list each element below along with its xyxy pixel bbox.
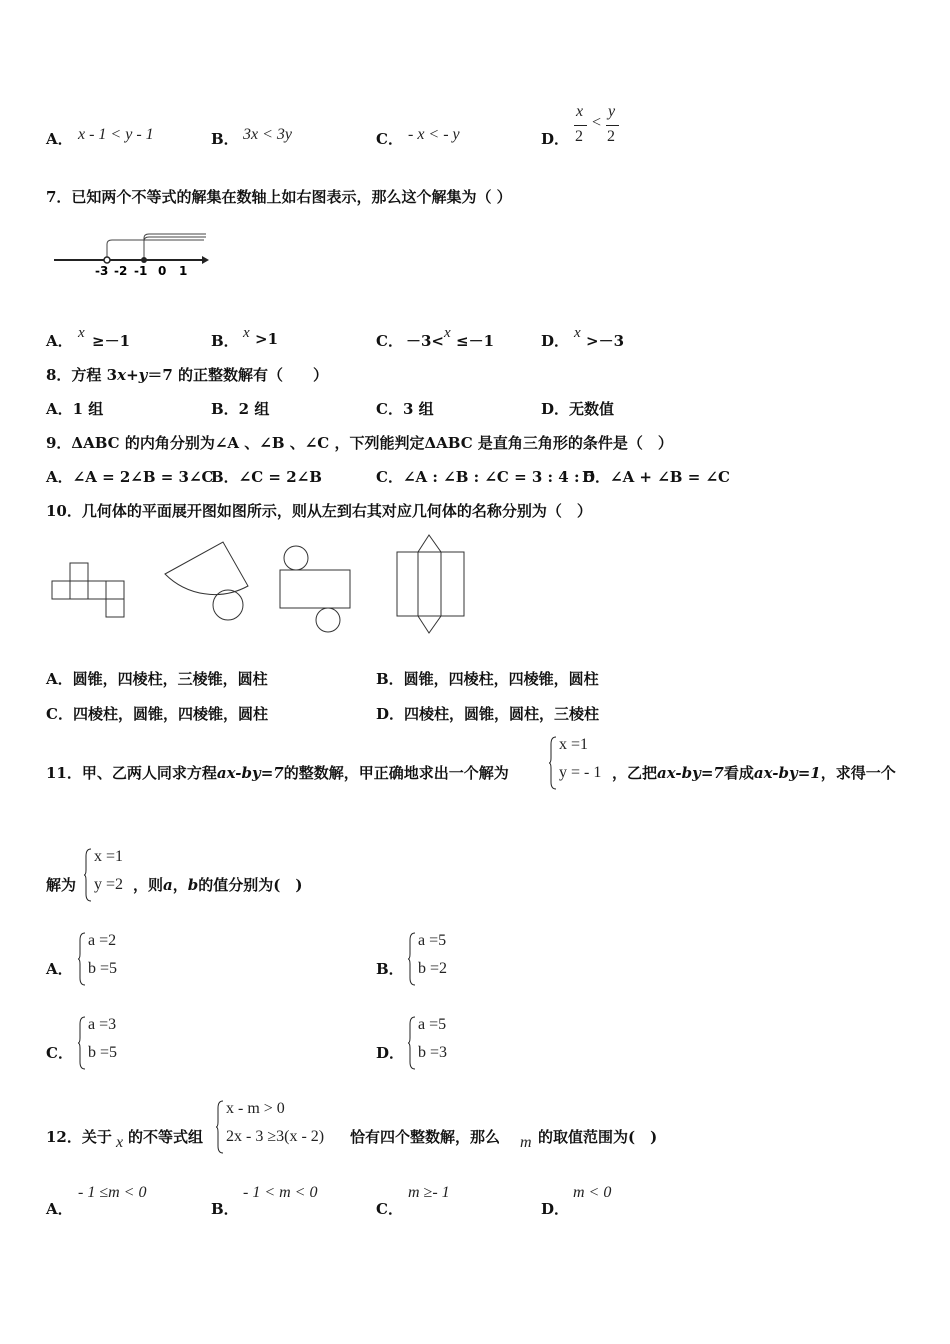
q12-option-d-label: D． xyxy=(541,1200,570,1218)
q12-stem-end: 的取值范围为( ) xyxy=(538,1128,658,1146)
left-brace-icon xyxy=(549,736,557,790)
q7-option-c-label: C． xyxy=(376,332,403,350)
tick-label: -2 xyxy=(114,264,128,278)
q12-stem-mid2: 恰有四个整数解，那么 xyxy=(350,1128,501,1146)
q12-option-c-expr: m ≥- 1 xyxy=(408,1184,450,1201)
q6-option-d-label: D． xyxy=(541,130,570,148)
q8-stem-mid: + xyxy=(126,366,139,384)
q11-stem-line1 xyxy=(46,762,509,783)
q11-option-c-label: C． xyxy=(46,1044,73,1062)
q11-eq2: ax-by=7 xyxy=(657,764,724,782)
left-brace-icon xyxy=(78,1016,86,1070)
q10-option-a: A．圆锥，四棱柱，三棱锥，圆柱 xyxy=(46,670,268,688)
left-brace-icon xyxy=(78,932,86,986)
solution-line-y: y = - 1 xyxy=(559,764,602,781)
q11-option-b-label: B． xyxy=(376,960,404,978)
q12-option-b-expr: - 1 < m < 0 xyxy=(243,1184,318,1201)
set-hook-right xyxy=(144,234,206,260)
q6-option-a-label: A． xyxy=(46,130,73,148)
q11-eq1: ax-by=7 xyxy=(216,764,284,782)
system-line: b =5 xyxy=(88,960,118,977)
q9-stem: 9．ΔABC 的内角分别为∠A 、∠B 、∠C ，下列能判定ΔABC 是直角三角形的条件是（ ） xyxy=(46,434,673,452)
q7-number-line xyxy=(52,230,212,280)
closed-point xyxy=(141,257,147,263)
q8-stem xyxy=(46,364,328,385)
cylinder-net xyxy=(280,546,350,632)
q8-option-c: C．3 组 xyxy=(376,400,434,418)
fraction-denominator: 2 xyxy=(607,128,615,145)
q12-stem-mid: 的不等式组 xyxy=(128,1128,204,1146)
system-line: a =3 xyxy=(88,1016,117,1033)
tick-label: 0 xyxy=(158,264,167,278)
q11-stem-mid2: ，乙把 xyxy=(612,764,658,782)
left-brace-icon xyxy=(408,1016,416,1070)
q7-option-b-label: B． xyxy=(211,332,239,350)
q11-option-c-system xyxy=(78,1016,138,1070)
q10-option-b: B．圆锥，四棱柱，四棱锥，圆柱 xyxy=(376,670,599,688)
left-brace-icon xyxy=(84,848,92,902)
q11-var-b: b xyxy=(187,876,199,894)
q11-option-d-label: D． xyxy=(376,1044,405,1062)
q11-stem-end: ，求得一个 xyxy=(820,764,896,782)
q11-stem-line1-end xyxy=(612,762,896,783)
q12-option-b-label: B． xyxy=(211,1200,239,1218)
q7-option-c-var: x xyxy=(444,325,451,341)
q6-option-d-fraction xyxy=(572,103,622,149)
q7-option-a-rest: ≥－1 xyxy=(92,332,131,350)
system-line: a =2 xyxy=(88,932,117,949)
q8-stem-post: ＝7 的正整数解有（ ） xyxy=(147,366,329,384)
q11-option-a-system xyxy=(78,932,138,986)
q6-option-b-label: B． xyxy=(211,130,239,148)
q11-line2-end xyxy=(133,874,302,895)
q7-option-d-rest: >－3 xyxy=(586,332,625,350)
q7-option-d-var: x xyxy=(574,325,581,341)
q12-option-d-expr: m < 0 xyxy=(573,1184,612,1201)
q8-option-b: B．2 组 xyxy=(211,400,270,418)
prism-net xyxy=(397,535,464,633)
tick-label: -3 xyxy=(95,264,109,278)
cone-net xyxy=(165,542,248,620)
fraction-bar xyxy=(574,125,587,126)
fraction-operator: < xyxy=(592,114,602,131)
q6-option-b-expr: 3x < 3y xyxy=(243,126,292,143)
q7-option-c-pre: －3< xyxy=(406,332,445,350)
q7-option-a-label: A． xyxy=(46,332,73,350)
q8-stem-pre: 8．方程 3 xyxy=(46,366,118,384)
q10-stem: 10．几何体的平面展开图如图所示，则从左到右其对应几何体的名称分别为（ ） xyxy=(46,502,592,520)
system-line: 2x - 3 ≥3(x - 2) xyxy=(226,1128,325,1145)
open-point xyxy=(104,257,110,263)
q11-stem-mid: 的整数解，甲正确地求出一个解为 xyxy=(283,764,509,782)
q11-option-b-system xyxy=(408,932,468,986)
fraction-bar xyxy=(606,125,619,126)
q11-line2-pre: 解为 xyxy=(46,876,77,894)
q12-option-a-label: A． xyxy=(46,1200,73,1218)
system-line: x - m > 0 xyxy=(226,1100,285,1117)
solution-line-y: y =2 xyxy=(94,876,124,893)
q11-eq3: ax-by=1 xyxy=(753,764,821,782)
q7-option-b-rest: >1 xyxy=(255,330,279,348)
system-line: a =5 xyxy=(418,1016,447,1033)
q8-option-d: D．无数值 xyxy=(541,400,615,418)
q7-stem: 7．已知两个不等式的解集在数轴上如右图表示，那么这个解集为（ ） xyxy=(46,188,512,206)
q12-var-x: x xyxy=(116,1134,124,1151)
q7-option-d-label: D． xyxy=(541,332,570,350)
q11-comma: ， xyxy=(172,876,188,894)
q7-option-a-var: x xyxy=(78,325,85,341)
q8-option-a: A．1 组 xyxy=(46,400,104,418)
tick-label: -1 xyxy=(134,264,148,278)
q6-option-a-expr: x - 1 < y - 1 xyxy=(78,126,154,143)
q10-option-c: C．四棱柱，圆锥，四棱锥，圆柱 xyxy=(46,705,268,723)
q8-stem-y: y xyxy=(138,366,148,384)
system-line: b =3 xyxy=(418,1044,448,1061)
cube-net xyxy=(52,563,124,617)
q9-option-b: B．∠C = 2∠B xyxy=(211,468,322,486)
fraction-numerator: y xyxy=(608,103,616,120)
q7-option-c-rest: ≤－1 xyxy=(456,332,495,350)
q11-line2-end-text: 的值分别为( ) xyxy=(198,876,303,894)
q11-stem-pre: 11．甲、乙两人同求方程 xyxy=(46,764,217,782)
q7-option-b-var: x xyxy=(243,325,250,341)
left-brace-icon xyxy=(216,1100,224,1154)
q12-option-c-label: C． xyxy=(376,1200,403,1218)
set-hook-left xyxy=(107,240,204,260)
fraction-denominator: 2 xyxy=(575,128,583,145)
q9-option-d: D．∠A + ∠B = ∠C xyxy=(582,468,730,486)
q11-option-a-label: A． xyxy=(46,960,73,978)
q9-option-c: C．∠A : ∠B : ∠C = 3 : 4 : 5 xyxy=(376,468,596,486)
q11-var-a: a xyxy=(163,876,173,894)
q10-net-figures xyxy=(48,530,478,640)
q8-stem-x: x xyxy=(117,366,127,384)
q12-inequality-system xyxy=(216,1100,352,1154)
fraction-numerator: x xyxy=(576,103,584,120)
q10-option-d: D．四棱柱，圆锥，圆柱，三棱柱 xyxy=(376,705,600,723)
q11-stem-mid3: 看成 xyxy=(723,764,754,782)
q12-stem-pre: 12．关于 xyxy=(46,1128,112,1146)
axis-arrow-icon xyxy=(202,256,209,264)
left-brace-icon xyxy=(408,932,416,986)
q11-line2-mid: ，则 xyxy=(133,876,164,894)
q9-option-a: A．∠A = 2∠B = 3∠C xyxy=(46,468,214,486)
system-line: b =5 xyxy=(88,1044,118,1061)
q11-solution-1 xyxy=(549,736,619,790)
tick-label: 1 xyxy=(179,264,188,278)
q6-option-c-label: C． xyxy=(376,130,403,148)
system-line: a =5 xyxy=(418,932,447,949)
solution-line-x: x =1 xyxy=(94,848,124,865)
q6-option-c-expr: - x < - y xyxy=(408,126,460,143)
q11-option-d-system xyxy=(408,1016,468,1070)
system-line: b =2 xyxy=(418,960,448,977)
q12-var-m: m xyxy=(520,1134,532,1151)
q12-option-a-expr: - 1 ≤m < 0 xyxy=(78,1184,147,1201)
solution-line-x: x =1 xyxy=(559,736,589,753)
